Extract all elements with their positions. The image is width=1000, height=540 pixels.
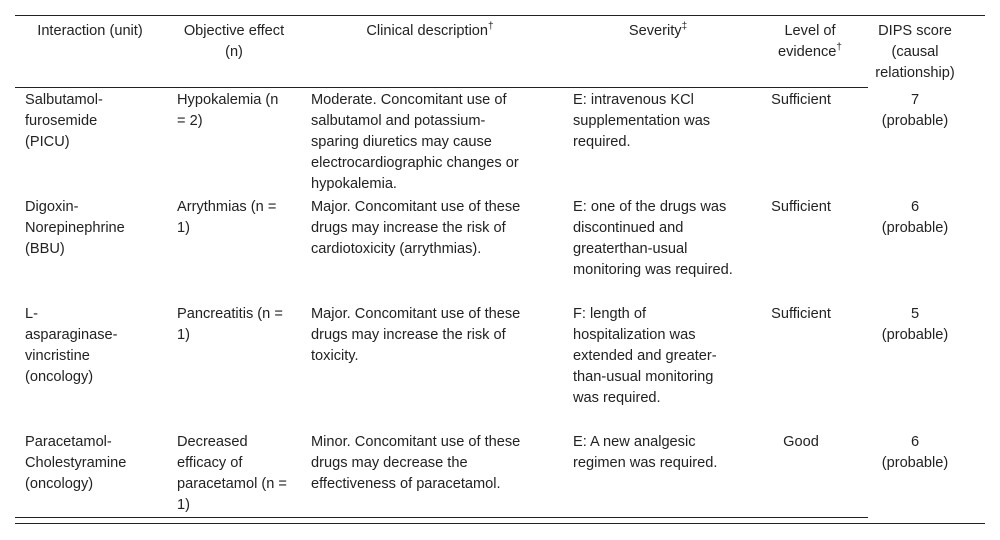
row4-severity: E: A new analgesic regimen was required. xyxy=(573,434,718,471)
row4-dips-relationship: (probable) xyxy=(881,455,949,471)
row1-interaction: Salbutamol-furosemide (PICU) xyxy=(25,92,103,150)
row2-clinical: Major. Concomitant use of these drugs may increase the risk of cardiotoxicity (arrythmias). xyxy=(311,199,521,257)
row1-clinical: Moderate. Concomitant use of salbutamol and potassium-sparing diuretics may cause electrocardiographic changes or hypokalemia. xyxy=(311,92,519,192)
row1-dips-score: 7 xyxy=(910,92,920,108)
header-objective-effect: Objective effect (n) xyxy=(183,23,285,60)
row1-severity: E: intravenous KCl supplementation was required. xyxy=(573,92,711,150)
header-clinical-description xyxy=(300,21,560,42)
header-severity-ddagger: ‡ xyxy=(681,21,688,32)
row3-clinical: Major. Concomitant use of these drugs may increase the risk of toxicity. xyxy=(311,306,521,364)
row4-evidence: Good xyxy=(783,434,819,450)
header-dips-score: DIPS score (causal relationship) xyxy=(875,23,955,81)
header-evidence-label: Level of evidence xyxy=(778,23,837,60)
bottom-rule-upper xyxy=(15,517,868,518)
row1-evidence: Sufficient xyxy=(771,92,831,108)
row3-interaction: L-asparaginase-vincristine (oncology) xyxy=(25,306,118,385)
row3-dips-score: 5 xyxy=(910,306,920,322)
header-clinical-label: Clinical description xyxy=(366,23,489,39)
row2-dips xyxy=(872,197,958,239)
row1-dips-relationship: (probable) xyxy=(881,113,949,129)
header-clinical-dagger: † xyxy=(488,21,494,32)
row4-dips-score: 6 xyxy=(910,434,920,450)
row3-evidence: Sufficient xyxy=(771,306,831,322)
top-rule xyxy=(15,15,985,16)
row2-effect: Arrythmias (n = 1) xyxy=(177,199,277,236)
row1-effect: Hypokalemia (n = 2) xyxy=(177,92,279,129)
row2-severity: E: one of the drugs was discontinued and greaterthan-usual monitoring was required. xyxy=(573,199,733,278)
row4-clinical: Minor. Concomitant use of these drugs may decrease the effectiveness of paracetamol. xyxy=(311,434,521,492)
row2-dips-score: 6 xyxy=(910,199,920,215)
row3-effect: Pancreatitis (n = 1) xyxy=(177,306,283,343)
row1-dips xyxy=(872,90,958,132)
header-severity xyxy=(568,21,748,42)
row4-interaction: Paracetamol-Cholestyramine (oncology) xyxy=(25,434,127,492)
header-evidence-dagger: † xyxy=(836,42,842,53)
row3-severity: F: length of hospitalization was extended and greater-than-usual monitoring was required. xyxy=(573,306,717,406)
header-rule xyxy=(15,87,868,88)
row2-interaction: Digoxin-Norepinephrine (BBU) xyxy=(25,199,125,257)
header-severity-label: Severity xyxy=(628,23,682,39)
row4-dips xyxy=(872,432,958,474)
row3-dips-relationship: (probable) xyxy=(881,327,949,343)
row2-dips-relationship: (probable) xyxy=(881,220,949,236)
header-interaction: Interaction (unit) xyxy=(37,23,143,39)
bottom-rule-lower xyxy=(15,523,985,524)
row4-effect: Decreased efficacy of paracetamol (n = 1) xyxy=(177,434,287,513)
row2-evidence: Sufficient xyxy=(771,199,831,215)
row3-dips xyxy=(872,304,958,346)
header-level-of-evidence xyxy=(762,21,858,63)
